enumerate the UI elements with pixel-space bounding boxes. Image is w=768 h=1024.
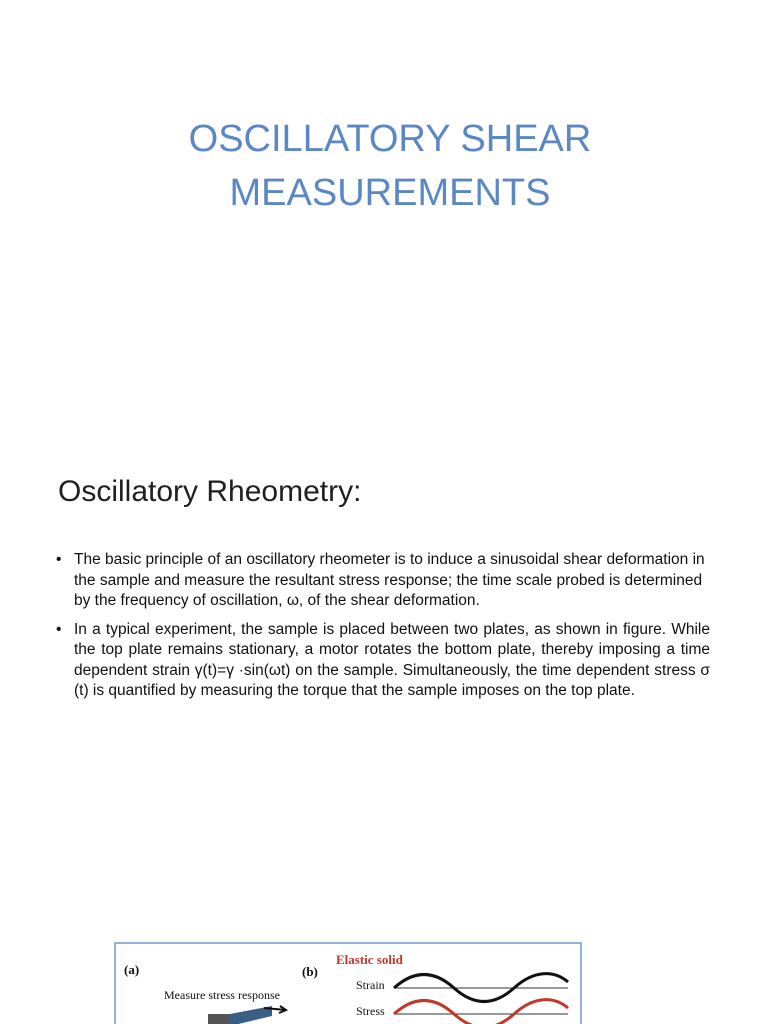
section-heading: Oscillatory Rheometry:: [58, 475, 362, 508]
elastic-solid-label: Elastic solid: [336, 952, 403, 967]
bullet-dot-icon: •: [56, 620, 62, 638]
measure-label: Measure stress response: [164, 988, 280, 1002]
stress-wave: [394, 1000, 568, 1024]
rheometer-figure: [114, 942, 582, 1024]
bullet-item: [56, 620, 710, 702]
bullet-dot-icon: •: [56, 551, 62, 568]
strain-wave: [394, 974, 568, 1002]
bullet-text: In a typical experiment, the sample is placed between two plates, as shown in figure. While the top plate remains stationary, a motor rotates the bottom plate, thereby imposing a time dependent strain γ(t)=γ ·sin(ωt) on the sample. Simultaneously, the time dependent stress σ (t) is quantified by measuring the torque that the sample imposes on the top plate.: [74, 620, 710, 699]
figure-graphics: [116, 944, 582, 1024]
bullet-item: [56, 550, 710, 612]
slide-title: OSCILLATORY SHEAR MEASUREMENTS: [188, 118, 592, 214]
bullet-text: The basic principle of an oscillatory rheometer is to induce a sinusoidal shear deformation in the sample and measure the resultant stress response; the time scale probed is determined by the frequency of oscillation, ω, of the shear deformation.: [74, 551, 705, 609]
stress-label: Stress: [356, 1004, 385, 1018]
panel-a-label: (a): [124, 962, 140, 977]
strain-label: Strain: [356, 978, 385, 992]
panel-b-label: (b): [302, 964, 318, 979]
rheometer-plate-icon: [208, 1006, 286, 1024]
bullet-list: [56, 550, 710, 710]
